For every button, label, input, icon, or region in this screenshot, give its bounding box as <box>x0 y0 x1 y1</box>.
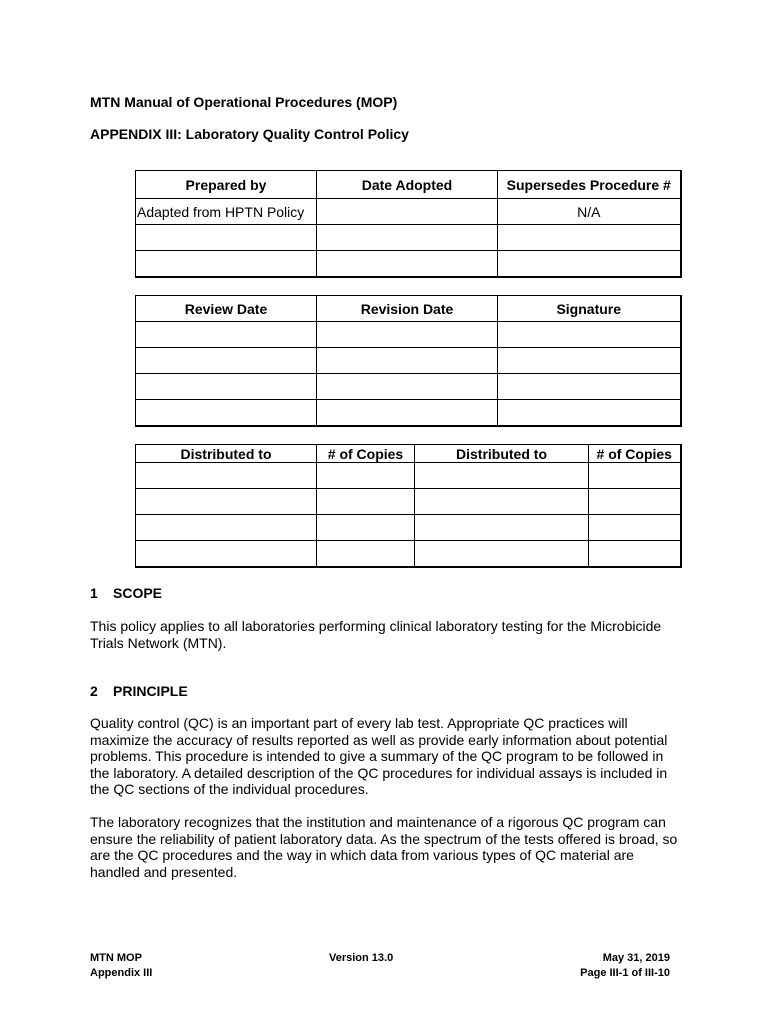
supersedes-value: N/A <box>498 199 681 225</box>
prepared-by-value: Adapted from HPTN Policy <box>136 199 317 225</box>
copies-header-1: # of Copies <box>317 445 415 463</box>
copies-header-2: # of Copies <box>589 445 681 463</box>
distributed-to-header-1: Distributed to <box>136 445 317 463</box>
table-row <box>136 463 681 489</box>
principle-number: 2 <box>90 683 98 699</box>
footer-appendix: Appendix III <box>90 967 153 979</box>
principle-heading <box>90 683 188 699</box>
review-date-header: Review Date <box>136 296 317 322</box>
table-row <box>136 400 681 426</box>
table-row <box>136 348 681 374</box>
principle-paragraph-1: Quality control (QC) is an important part of every lab test. Appropriate QC practices will maximize the accuracy of results reported as well as provide early information about potential problems. This procedure is intended to give a summary of the QC program to be followed in the laboratory. A detailed description of the QC procedures for individual assays is included in the QC sections of the individual procedures. <box>90 715 668 797</box>
table-row <box>136 489 681 515</box>
revision-date-header: Revision Date <box>317 296 498 322</box>
scope-title: SCOPE <box>113 585 163 601</box>
footer-mop: MTN MOP <box>90 952 142 964</box>
scope-text: This policy applies to all laboratories performing clinical laboratory testing for the Microbicide Trials Network (MTN). <box>90 618 662 651</box>
table-row <box>136 251 681 277</box>
table-row <box>136 541 681 567</box>
signature-header: Signature <box>498 296 681 322</box>
document-title: MTN Manual of Operational Procedures (MOP) <box>90 94 398 110</box>
table-row <box>136 515 681 541</box>
footer-left <box>90 951 152 981</box>
principle-title: PRINCIPLE <box>113 683 188 699</box>
date-adopted-header: Date Adopted <box>317 171 498 199</box>
footer-version: Version 13.0 <box>329 952 394 964</box>
distributed-to-header-2: Distributed to <box>415 445 589 463</box>
supersedes-header: Supersedes Procedure # <box>498 171 681 199</box>
prepared-by-header: Prepared by <box>136 171 317 199</box>
scope-heading <box>90 585 162 601</box>
table-row <box>136 374 681 400</box>
distribution-table <box>135 444 682 568</box>
footer-right <box>580 951 670 981</box>
table-row <box>136 322 681 348</box>
footer-page: Page III-1 of III-10 <box>580 967 670 979</box>
principle-paragraph-2: The laboratory recognizes that the institution and maintenance of a rigorous QC program can ensure the reliability of patient laboratory data. As the spectrum of the tests offered is broad, so are the QC procedures and the way in which data from various types of QC material are handled and presented. <box>90 814 678 880</box>
date-adopted-value <box>317 199 498 225</box>
footer-date: May 31, 2019 <box>602 952 670 964</box>
table-row <box>136 225 681 251</box>
review-table <box>135 295 682 427</box>
appendix-title: APPENDIX III: Laboratory Quality Control Policy <box>90 126 409 142</box>
scope-number: 1 <box>90 585 98 601</box>
procedure-info-table <box>135 170 682 278</box>
